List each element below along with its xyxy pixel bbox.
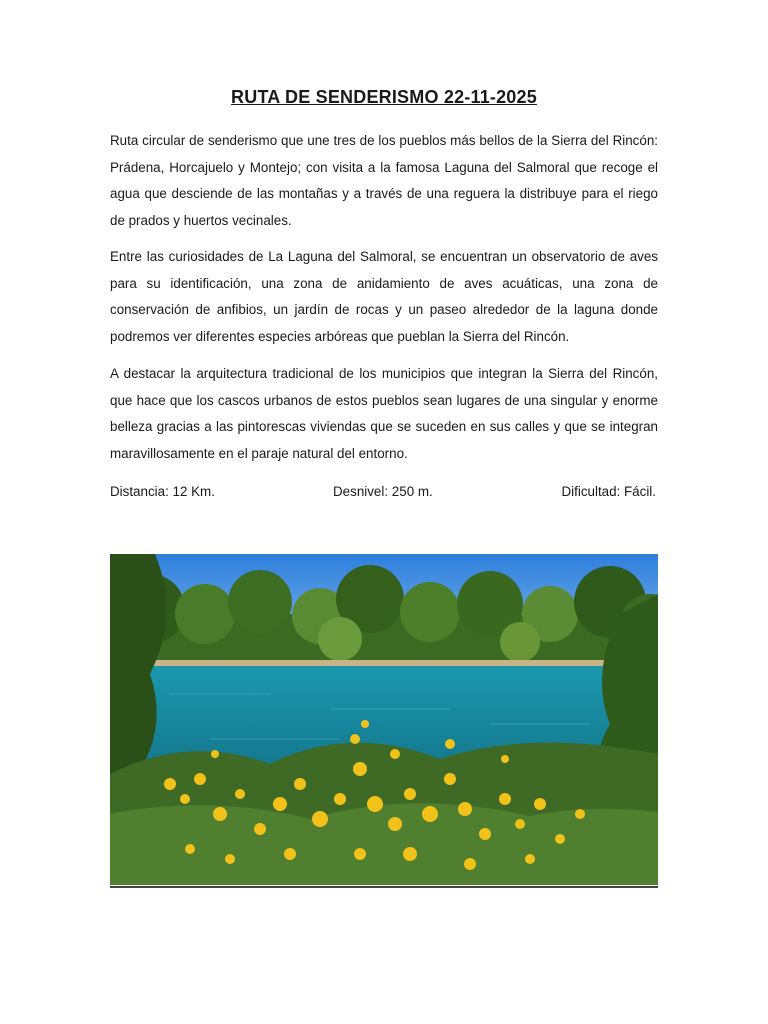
bottom-divider xyxy=(110,886,658,888)
stat-elevation: Desnivel: 250 m. xyxy=(333,484,433,499)
paragraph-architecture: A destacar la arquitectura tradicional de los municipios que integran la Sierra del Rincón, que hace que los cascos urbanos de estos pueblos sean lugares de una singular y enorme belleza gracias a las pintorescas viviendas que se suceden en sus calles y que se integran maravillosamente en el paraje natural del entorno. xyxy=(110,366,658,461)
stat-difficulty: Dificultad: Fácil. xyxy=(561,484,656,499)
lake-photo xyxy=(110,554,658,885)
lake-illustration xyxy=(110,554,658,885)
paragraph-curiosities: Entre las curiosidades de La Laguna del Salmoral, se encuentran un observatorio de aves para su identificación, una zona de anidamiento de aves acuáticas, una zona de conservación de anfibios, un jardín de rocas y un paseo alrededor de la laguna donde podremos ver diferentes especies arbóreas que pueblan la Sierra del Rincón. xyxy=(110,249,658,344)
paragraph-intro: Ruta circular de senderismo que une tres de los pueblos más bellos de la Sierra del Rincón: Prádena, Horcajuelo y Montejo; con visita a la famosa Laguna del Salmoral que recoge el agua que desciende de las montañas y a través de una reguera la distribuye para el riego de prados y huertos vecinales. xyxy=(110,133,658,228)
page-title: RUTA DE SENDERISMO 22-11-2025 xyxy=(231,87,537,107)
route-stats xyxy=(110,479,658,505)
stat-distance: Distancia: 12 Km. xyxy=(110,484,215,499)
